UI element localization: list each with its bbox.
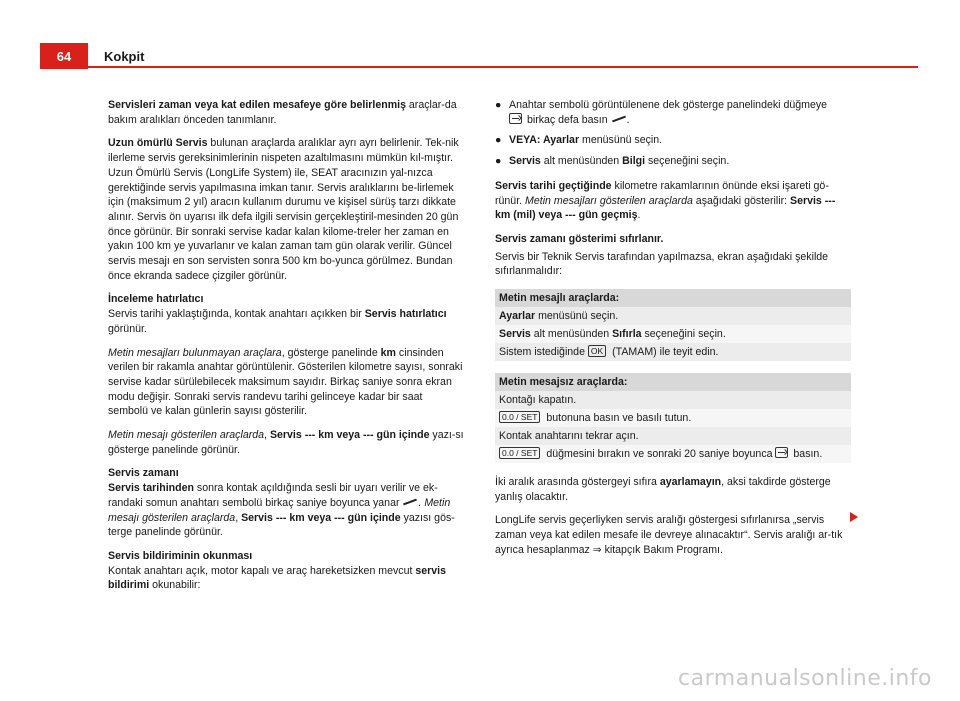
text: alt menüsünden	[540, 155, 623, 168]
bold-text: Servis	[509, 155, 541, 168]
italic-text: Metin mesajı gösterilen araçlarda	[108, 429, 265, 442]
text: menüsünü seçin.	[535, 310, 619, 323]
text: .	[637, 209, 641, 222]
wrench-icon	[611, 114, 627, 123]
paragraph-text-msg	[108, 428, 464, 457]
italic-text: Metin mesajları gösterilen araçlarda	[525, 194, 693, 207]
bold-text: Servisleri zaman veya kat edilen mesafeye göre belirlenmiş	[108, 99, 406, 111]
text: (TAMAM) ile teyit edin.	[609, 346, 719, 359]
paragraph-reminder	[108, 307, 464, 336]
paragraph-read-notice	[108, 564, 464, 593]
table-no-text-msg	[495, 373, 851, 463]
watermark: carmanualsonline.info	[678, 666, 932, 691]
text: Kontak anahtarı açık, motor kapalı ve araç hareketsizken mevcut	[108, 564, 416, 577]
italic-text: Metin mesajları bulunmayan araçlara	[108, 346, 282, 359]
text: araçlar-da bakım aralıkları önceden tanımlanır.	[108, 99, 457, 126]
bullet-dot: ●	[495, 134, 502, 147]
bold-text: Servis tarihi geçtiğinde	[495, 179, 612, 192]
heading-reminder: İnceleme hatırlatıcı	[108, 293, 204, 306]
paragraph-no-text-msg	[108, 346, 464, 420]
bullet-dot: ●	[495, 155, 502, 168]
bullet-dot: ●	[495, 99, 502, 111]
text: , aksi takdirde gösterge yanlış olacaktır.	[495, 476, 831, 503]
text: Anahtar sembolü görüntülenene dek gösterge panelindeki düğmeye	[509, 99, 828, 111]
text: görünür.	[108, 322, 147, 335]
table-row: Kontağı kapatın.	[495, 391, 851, 409]
bold-text: Ayarlar	[499, 310, 536, 323]
table-row	[495, 409, 851, 427]
bold-text: VEYA: Ayarlar	[509, 134, 580, 147]
heading-service-time: Servis zamanı	[108, 467, 179, 480]
text: ,	[264, 429, 270, 442]
bold-text: Uzun ömürlü Servis	[108, 137, 208, 150]
paragraph-longlife	[108, 136, 464, 283]
table-header: Metin mesajsız araçlarda:	[495, 373, 851, 391]
bold-text: Servis hatırlatıcı	[364, 308, 447, 321]
text: bulunan araçlarda aralıklar ayrı ayrı belirlenir. Tek-nik ilerleme servis gereksinimlerinin nispeten azaltılmasını mümkün kıl-mıştır. Uzun Ömürlü Servis (LongLife System) ile, SEAT aracınızın yal-nızca gerektiğinde servis yapılmasına imkan tanır. Servis aralıklarını be-lirlemek için (maksimum 2 yıl) aracın kullanım durumu ve kişisel sürüş tarzı dikkate alınır. Servis ön uyarısı ilk defa ilgili servisin gerçekleştiril-mesinden 20 gün önce görünür. Bir sonraki servise kadar kalan kilome-treler her zaman en yakın 100 km ye yuvarlanır ve kalan zaman tam gün olarak verilir. Güncel servis mesajı en son servisten sonra 500 km bo-yunca görülmez. Bundan önce ekranda sadece çizgiler görünür.	[108, 137, 459, 282]
text: menüsünü seçin.	[579, 134, 663, 147]
bold-text: km	[380, 346, 396, 359]
table-row	[495, 325, 851, 343]
bullet-text	[509, 98, 851, 127]
text: aşağıdaki gösterilir:	[692, 194, 791, 207]
text: İki aralık arasında göstergeyi sıfıra	[495, 476, 660, 489]
bold-text: servis bildirimi	[108, 564, 447, 592]
paragraph-warning	[495, 475, 851, 504]
bold-text: Servis --- km veya --- gün içinde	[241, 511, 401, 524]
text: basın.	[790, 448, 823, 461]
paragraph-longlife-reset: LongLife servis geçerliyken servis aralığı göstergesi sıfırlanırsa „servis zaman veya kat edilen mesafe ile devreye alınacaktır“. Servis aralığı ar-tık ayrıca hesaplanmaz ⇒ kitapçık Bakım Programı.	[495, 514, 843, 556]
table-header: Metin mesajlı araçlarda:	[495, 289, 851, 307]
heading-read-notice: Servis bildiriminin okunması	[108, 549, 253, 562]
bold-text: Servis	[499, 328, 531, 341]
arrow-button-icon	[509, 113, 522, 124]
text: Sistem istediğinde	[499, 346, 588, 359]
text: , gösterge panelinde	[281, 346, 381, 359]
bullet-item	[495, 154, 851, 169]
continue-arrow-icon	[850, 512, 858, 522]
page-number: 64	[56, 48, 72, 64]
wrench-icon	[402, 497, 418, 506]
set-key-label: 0.0 / SET	[499, 411, 540, 423]
text: yazısı gös-terge panelinde görünür.	[108, 511, 455, 539]
text: kilometre rakamlarının önünde eksi işareti gö-rünür.	[495, 179, 829, 207]
table-row	[495, 445, 851, 463]
table-text-msg	[495, 289, 851, 361]
bullet-text	[509, 154, 851, 169]
text: düğmesini bırakın ve sonraki 20 saniye boyunca	[543, 448, 776, 461]
text: Servis tarihi yaklaştığında, kontak anahtarı açıkken bir	[108, 308, 365, 321]
paragraph-overdue	[495, 179, 851, 223]
text: ,	[235, 511, 242, 524]
bold-text: Servis --- km veya --- gün içinde	[269, 429, 430, 442]
paragraph-reset: Servis bir Teknik Servis tarafından yapılmazsa, ekran aşağıdaki şekilde sıfırlanmalıdır:	[495, 250, 829, 278]
text: seçeneğini seçin.	[645, 155, 730, 168]
bold-text: Bilgi	[622, 155, 646, 168]
ok-key-label: OK	[588, 345, 606, 357]
text: seçeneğini seçin.	[641, 328, 726, 341]
bold-text: ayarlamayın	[659, 476, 722, 489]
bullet-item	[495, 133, 851, 148]
text: birkaç defa basın	[524, 113, 611, 126]
text: yazı-sı gösterge panelinde görünür.	[108, 429, 464, 456]
paragraph-service-time	[108, 481, 464, 540]
bold-text: Servis tarihinden	[108, 482, 194, 495]
italic-text: . Metin mesajı gösterilen araçlarda	[108, 496, 451, 524]
text: sonra kontak açıldığında sesli bir uyarı verilir ve ek-randaki somun anahtarı sembolü birkaç saniye boyunca yanar	[108, 482, 438, 509]
bullet-text	[509, 133, 851, 148]
text: alt menüsünden	[530, 328, 613, 341]
set-key-label: 0.0 / SET	[499, 447, 540, 459]
text: butonuna basın ve basılı tutun.	[543, 412, 692, 425]
paragraph-intro	[108, 98, 464, 127]
bold-text: Sıfırla	[612, 328, 642, 341]
table-row	[495, 343, 851, 361]
bullet-item	[495, 98, 851, 127]
table-row	[495, 307, 851, 325]
heading-reset: Servis zamanı gösterimi sıfırlanır.	[495, 232, 664, 245]
text: okunabilir:	[149, 579, 201, 592]
text: cinsinden verilen bir rakamla anahtar görüntülenir. Gösterilen kilometre sayısı, sonraki servise kadar sürülebilecek maksimum sayıdır. Birkaç saniye sonra ekran modu değişir. Sonraki servis randevu tarihi gelinceye kadar bir saat sembolü ve kalan günlerin sayısı gösterilir.	[108, 346, 463, 418]
header-divider	[88, 66, 918, 68]
bold-text: Servis --- km (mil) veya --- gün geçmiş	[495, 194, 836, 222]
page-number-badge	[40, 43, 88, 69]
arrow-button-icon	[775, 447, 788, 458]
page-title: Kokpit	[104, 49, 145, 64]
left-column	[108, 98, 464, 602]
text: .	[626, 113, 630, 126]
table-row: Kontak anahtarını tekrar açın.	[495, 427, 851, 445]
right-column	[495, 98, 851, 567]
